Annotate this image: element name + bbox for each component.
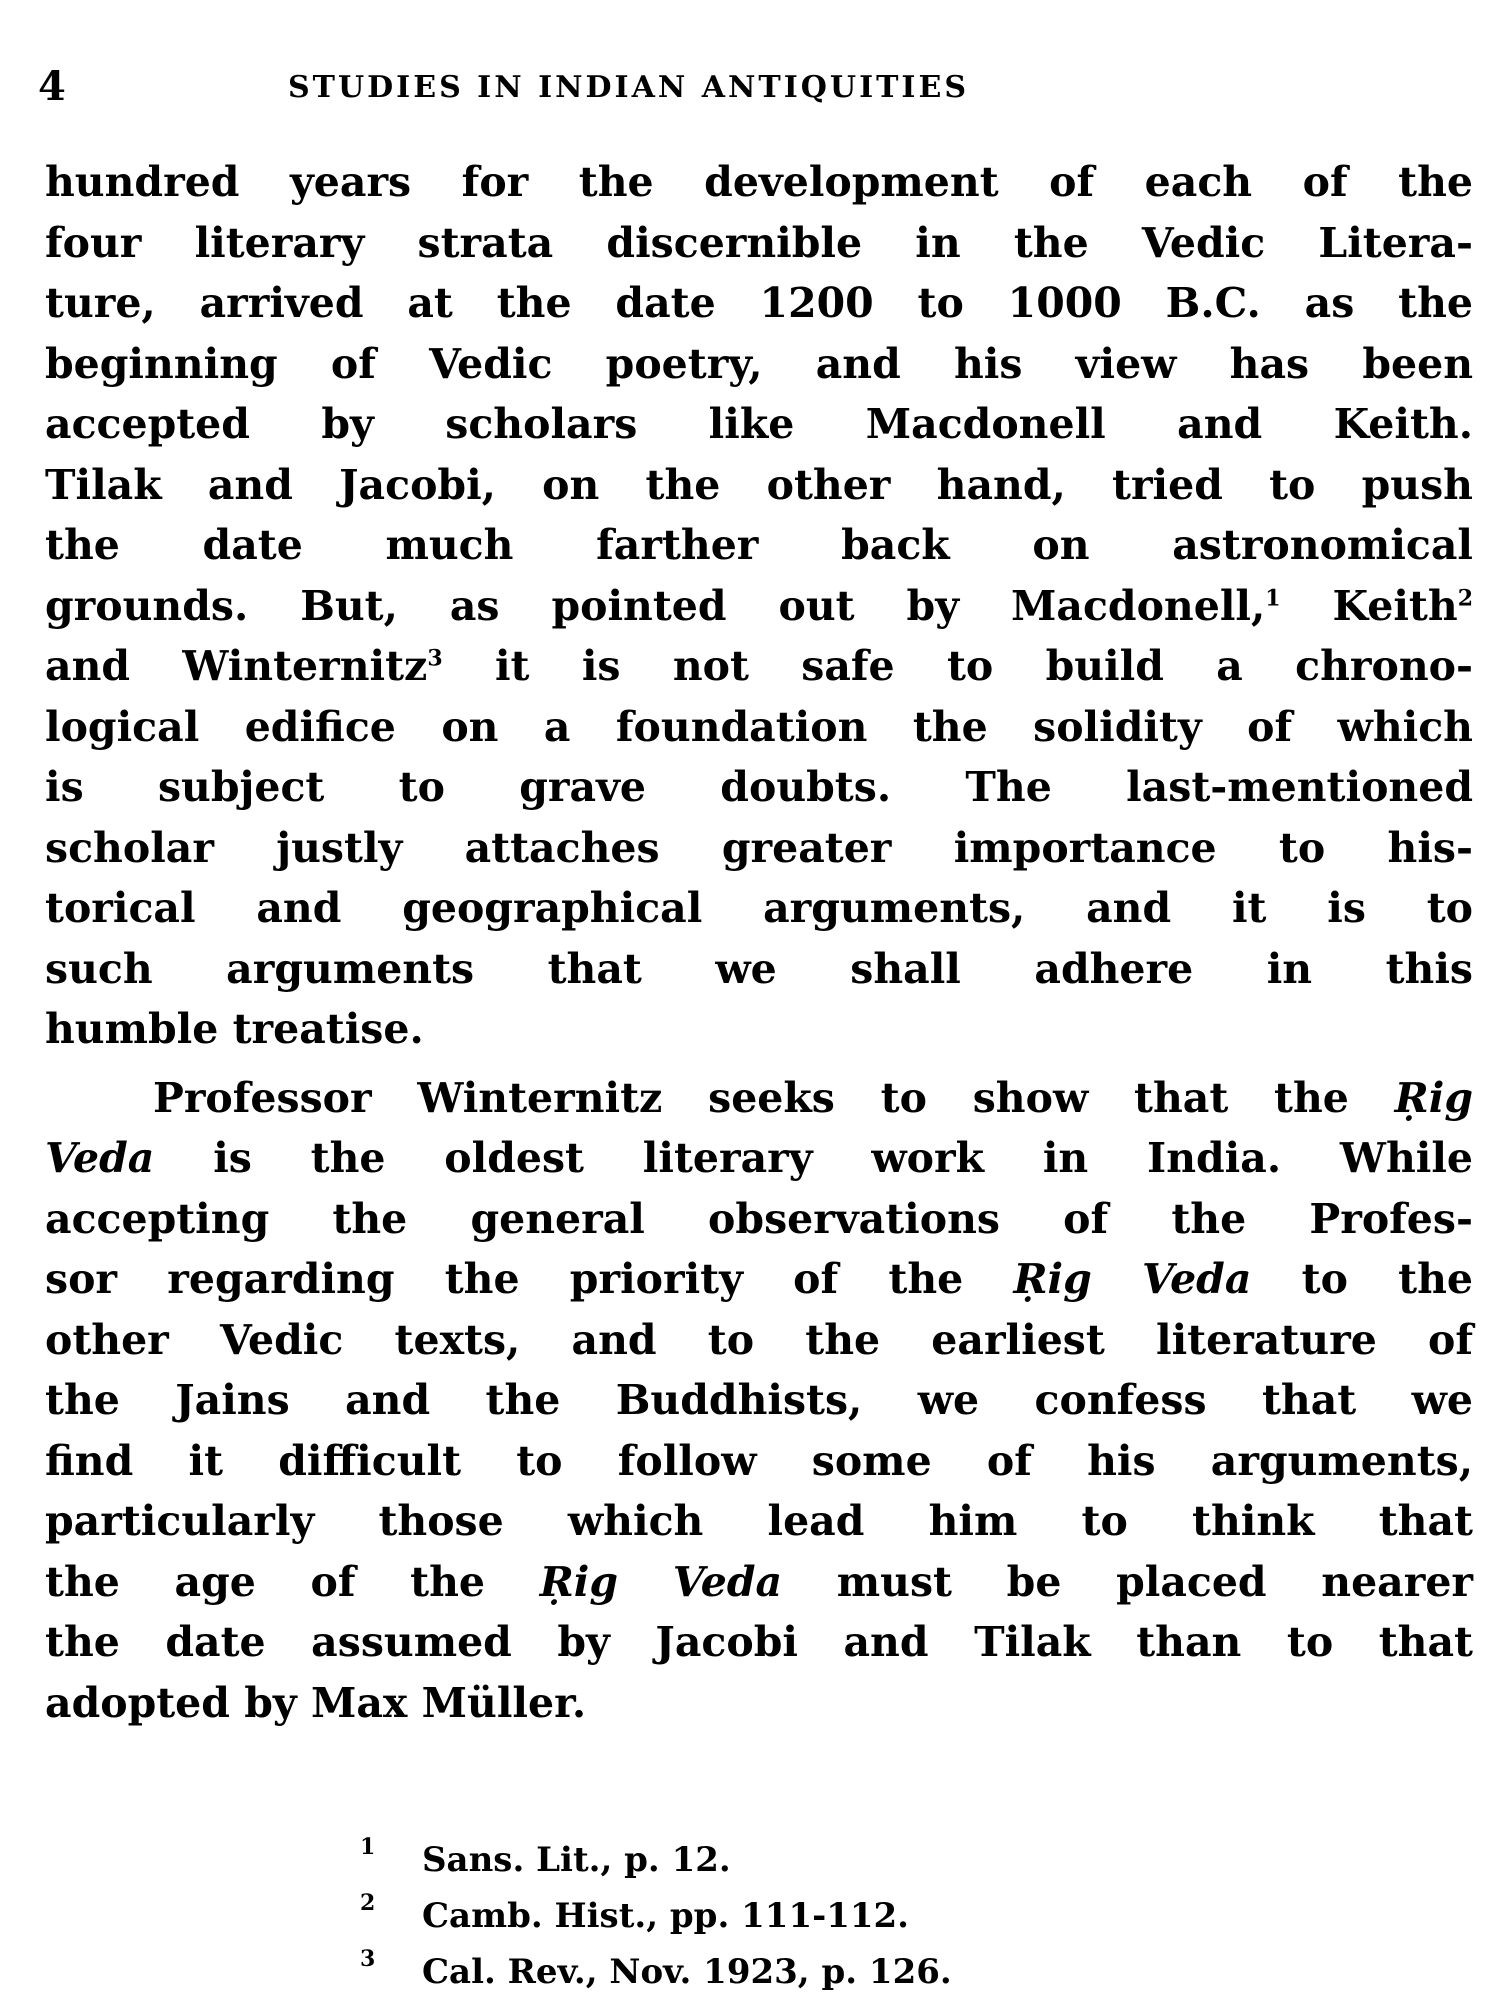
paragraph-2 <box>45 1068 1473 1734</box>
text-line <box>45 636 1473 697</box>
footnote-reference: 3 <box>427 645 443 672</box>
text-line: beginning of Vedic poetry, and his view has been <box>45 339 1473 388</box>
text-segment: the age of the <box>45 1557 485 1606</box>
text-line: is subject to grave doubts. The last-mentioned <box>45 763 1473 811</box>
text-segment: is the oldest literary work in India. While <box>213 1134 1473 1182</box>
text-segment: Professor Winternitz seeks to show that the <box>153 1073 1349 1122</box>
italic-term: Veda <box>45 1134 155 1182</box>
text-line: four literary strata discernible in the Vedic Litera- <box>45 218 1473 267</box>
text-line: humble treatise. <box>45 1005 424 1053</box>
footnote-mark: 1 <box>360 1834 376 1860</box>
text-segment: sor regarding the priority of the <box>45 1255 964 1303</box>
footnote-text: Camb. Hist., pp. 111-112. <box>422 1896 910 1936</box>
page-header <box>38 62 1468 112</box>
body-text <box>45 152 1473 1733</box>
text-line: hundred years for the development of each of the <box>45 158 1473 206</box>
paragraph-1 <box>45 152 1473 1060</box>
text-line: torical and geographical arguments, and it is to <box>45 884 1473 932</box>
text-line <box>45 1068 1473 1129</box>
text-line <box>45 1128 1473 1189</box>
text-line: ture, arrived at the date 1200 to 1000 B.C. as the <box>45 279 1473 327</box>
text-line: accepted by scholars like Macdonell and Keith. <box>45 400 1473 448</box>
text-line: such arguments that we shall adhere in this <box>45 944 1473 993</box>
footnote-text: Cal. Rev., Nov. 1923, p. 126. <box>422 1952 952 1992</box>
italic-term: Ṛig <box>1394 1073 1473 1122</box>
footnote-reference: 1 <box>1265 584 1281 611</box>
footnote-reference: 2 <box>1457 584 1473 611</box>
text-segment: must be placed nearer <box>836 1557 1474 1606</box>
footnote <box>360 1944 952 2000</box>
text-line: adopted by Max Müller. <box>45 1678 587 1727</box>
italic-term: Veda <box>1142 1255 1252 1303</box>
text-line: Tilak and Jacobi, on the other hand, tried to push <box>45 460 1473 509</box>
text-line: other Vedic texts, and to the earliest literature of <box>45 1315 1473 1364</box>
text-segment: to the <box>1301 1255 1473 1303</box>
text-line: the date assumed by Jacobi and Tilak than to that <box>45 1618 1473 1666</box>
text-line <box>45 1552 1473 1613</box>
footnote <box>360 1832 952 1888</box>
text-line: logical edifice on a foundation the solidity of which <box>45 702 1473 751</box>
text-line <box>45 1249 1473 1310</box>
footnote-mark: 3 <box>360 1946 376 1972</box>
running-title: STUDIES IN INDIAN ANTIQUITIES <box>288 70 969 105</box>
italic-term: Veda <box>672 1557 783 1606</box>
text-segment: and Winternitz <box>45 642 428 690</box>
footnote-text: Sans. Lit., p. 12. <box>422 1840 731 1880</box>
text-line: the date much farther back on astronomical <box>45 521 1473 569</box>
italic-term: Ṛig <box>539 1557 619 1606</box>
footnote <box>360 1888 952 1944</box>
text-line: scholar justly attaches greater importance to his- <box>45 823 1473 872</box>
text-segment: it is not safe to build a chrono- <box>494 642 1473 690</box>
text-line: accepting the general observations of the Profes- <box>45 1194 1473 1243</box>
text-line <box>45 576 1473 637</box>
text-segment: grounds. But, as pointed out by Macdonell, <box>45 581 1266 630</box>
italic-term: Ṛig <box>1013 1255 1092 1303</box>
text-line: particularly those which lead him to think that <box>45 1497 1473 1545</box>
text-line: the Jains and the Buddhists, we confess that we <box>45 1376 1473 1424</box>
footnote-mark: 2 <box>360 1890 376 1916</box>
text-line: find it difficult to follow some of his arguments, <box>45 1436 1473 1485</box>
page-number: 4 <box>38 63 66 110</box>
footnotes <box>360 1832 952 2000</box>
text-segment: Keith <box>1332 581 1458 630</box>
